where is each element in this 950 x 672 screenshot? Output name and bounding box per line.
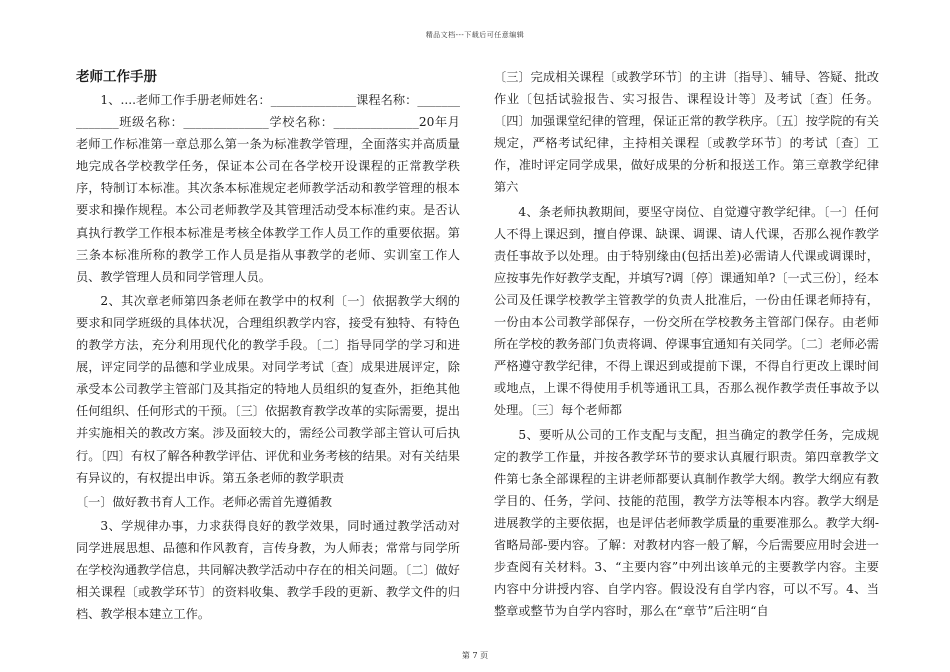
paragraph-2-continued: 〔一〕做好教书育人工作。老师必需首先遵循教 (76, 494, 332, 509)
right-column (494, 66, 879, 624)
page-header-note: 精品文档---下载后可任意编辑 (425, 31, 525, 39)
left-column (76, 66, 460, 627)
document-title: 老师工作手册 (76, 69, 157, 85)
paragraph-5: 5、要听从公司的工作支配与支配，担当确定的教学任务，完成规定的教学工作量，并按各教学环节的要求认真履行职责。第四章教学文件第七条全部课程的主讲老师都要认真制作教学大纲。教学大纲应有教学目的、任务，学问、技能的范围，教学方法等根本内容。教学大纲是进展教学的主要依据，也是评估老师教学质量的重要准那么。教学大纲-省略局部-要内容。了解：对教材内容一般了解，今后需要应用时会进一步查阅有关材料。3、“主要内容”中列出该单元的主要教学内容。主要内容中分讲授内容、自学内容。假设没有自学内容，可以不写。4、当整章或整节为自学内容时，那么在“章节”后注明“自 (494, 427, 879, 619)
paragraph-1: 1、....老师工作手册老师姓名：______________课程名称：______________班级名称：______________学校名称：______________20年月老师工作标准第一章总那么第一条为标准教学管理，全面落实并高质量地完成各学校教学任务，保证本公司在各学校开设课程的正常教学秩序，特制订本标准。其次条本标准规定老师教学活动和教学管理的根本要求和操作规程。本公司老师教学及其管理活动受本标准约束。是否认真执行教学工作根本标准是考核全体教学工作人员工作的重要依据。第三条本标准所称的教学工作人员是指从事教学的老师、实训室工作人员、教学管理人员和同学管理人员。 (76, 93, 460, 284)
paragraph-4: 4、条老师执教期间，要坚守岗位、自觉遵守教学纪律。〔一〕任何人不得上课迟到，擅自停课、缺课、调课、请人代课，否那么视作教学责任事故予以处理。由于特别缘由(包括出差)必需请人代课或调课时，应按事先作好教学支配，并填写?调〔停〕课通知单?〔一式三份〕，经本公司及任课学校教学主管教学的负责人批准后，一份由任课老师持有，一份由本公司教学部保存，一份交所在学校教务主管部门保存。由老师所在学校的教务部门负责将调、停课事宜通知有关同学。〔二〕老师必需严格遵守教学纪律，不得上课迟到或提前下课，不得自行更改上课时间或地点，上课不得使用手机等通讯工具，否那么视作教学责任事故予以处理。〔三〕每个老师都 (494, 204, 879, 418)
paragraph-3-continued: 〔三〕完成相关课程〔或教学环节〕的主讲〔指导〕、辅导、答疑、批改作业〔包括试验报告、实习报告、课程设计等〕及考试〔查〕任务。〔四〕加强课堂纪律的管理，保证正常的教学秩序。〔五〕按学院的有关规定，严格考试纪律，主持相关课程〔或教学环节〕的考试〔查〕工作，准时评定同学成果，做好成果的分析和报送工作。第三章教学纪律第六 (494, 70, 879, 195)
paragraph-3: 3、学规律办事，力求获得良好的教学效果，同时通过教学活动对同学进展思想、品德和作风教育，言传身教，为人师表；常常与同学所在学校沟通教学信息，共同解决教学活动中存在的相关问题。〔二〕做好相关课程〔或教学环节〕的资料收集、教学手段的更新、教学文件的归档、教学根本建立工作。 (76, 518, 460, 622)
page-number: 第 7 页 (461, 651, 489, 660)
paragraph-2: 2、其次章老师第四条老师在教学中的权利〔一〕依据教学大纲的要求和同学班级的具体状况，合理组织教学内容，接受有独特、有特色的教学方法，充分利用现代化的教学手段。〔二〕指导同学的学习和进展，评定同学的品德和学业成果。对同学考试〔查〕成果进展评定，除承受本公司教学主管部门及其指定的特地人员组织的复查外，拒绝其他任何组织、任何形式的干预。〔三〕依据教育教学改革的实际需要，提出并实施相关的教改方案。涉及面较大的，需经公司教学部主管认可后执行。〔四〕有权了解各种教学评估、评优和业务考核的结果。对有关结果有异议的，有权提出申诉。第五条老师的教学职责 (76, 293, 460, 485)
